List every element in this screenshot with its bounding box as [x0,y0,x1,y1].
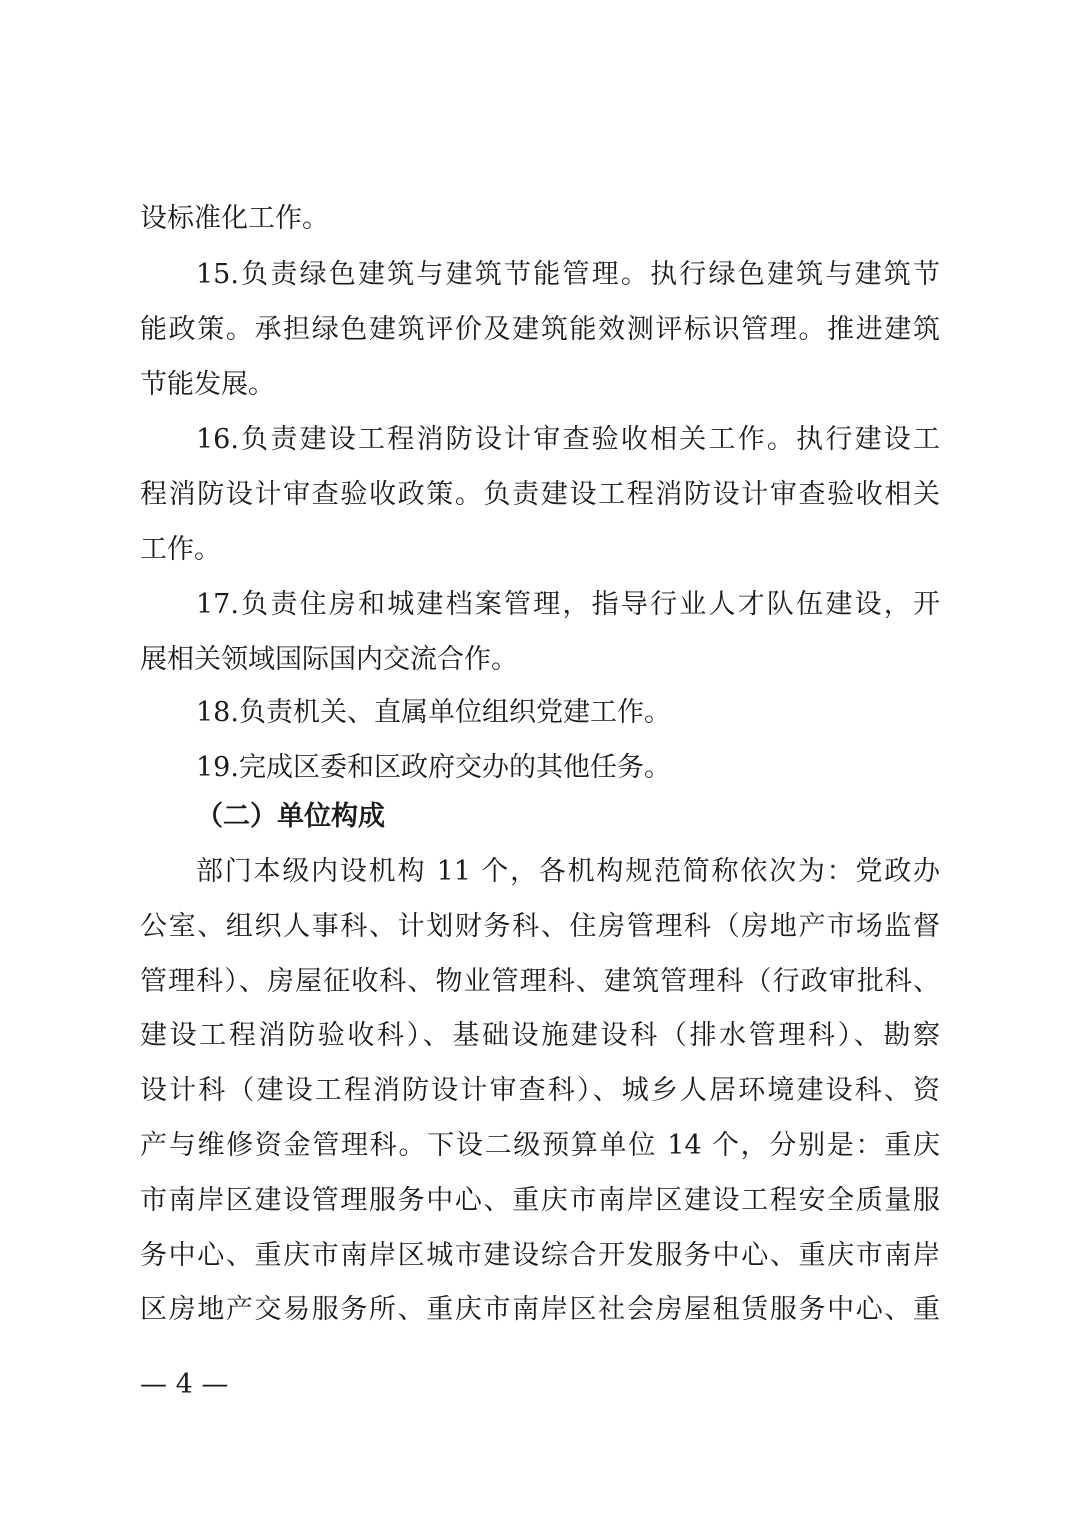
text-line: 区房地产交易服务所、重庆市南岸区社会房屋租赁服务中心、重 [140,1294,940,1325]
text-line: 市南岸区建设管理服务中心、重庆市南岸区建设工程安全质量服 [140,1185,940,1216]
text-line: 17.负责住房和城建档案管理，指导行业人才队伍建设，开 [196,589,940,620]
text-line: 建设工程消防验收科）、基础设施建设科（排水管理科）、勘察 [140,1020,940,1051]
text-line: 公室、组织人事科、计划财务科、住房管理科（房地产市场监督 [140,911,940,942]
text-line: 设标准化工作。 [140,203,329,234]
text-line: 设计科（建设工程消防设计审查科）、城乡人居环境建设科、资 [140,1075,940,1106]
text-line: 16.负责建设工程消防设计审查验收相关工作。执行建设工 [196,424,940,455]
text-line: 19.完成区委和区政府交办的其他任务。 [196,752,671,783]
text-line: 部门本级内设机构 11 个，各机构规范简称依次为：党政办 [196,856,940,887]
text-line: 能政策。承担绿色建筑评价及建筑能效测评标识管理。推进建筑 [140,314,940,345]
text-line: 务中心、重庆市南岸区城市建设综合开发服务中心、重庆市南岸 [140,1240,940,1271]
text-line: 展相关领域国际国内交流合作。 [140,644,518,675]
text-line: 产与维修资金管理科。下设二级预算单位 14 个，分别是：重庆 [140,1130,940,1161]
text-line: 15.负责绿色建筑与建筑节能管理。执行绿色建筑与建筑节 [196,259,940,290]
page-number: — 4 — [140,1369,229,1400]
text-line: 工作。 [140,534,221,565]
text-line: 程消防设计审查验收政策。负责建设工程消防设计审查验收相关 [140,479,940,510]
text-line: 管理科）、房屋征收科、物业管理科、建筑管理科（行政审批科、 [140,966,940,997]
text-line: 节能发展。 [140,369,275,400]
text-line: 18.负责机关、直属单位组织党建工作。 [196,697,671,728]
section-heading: （二）单位构成 [196,801,385,832]
